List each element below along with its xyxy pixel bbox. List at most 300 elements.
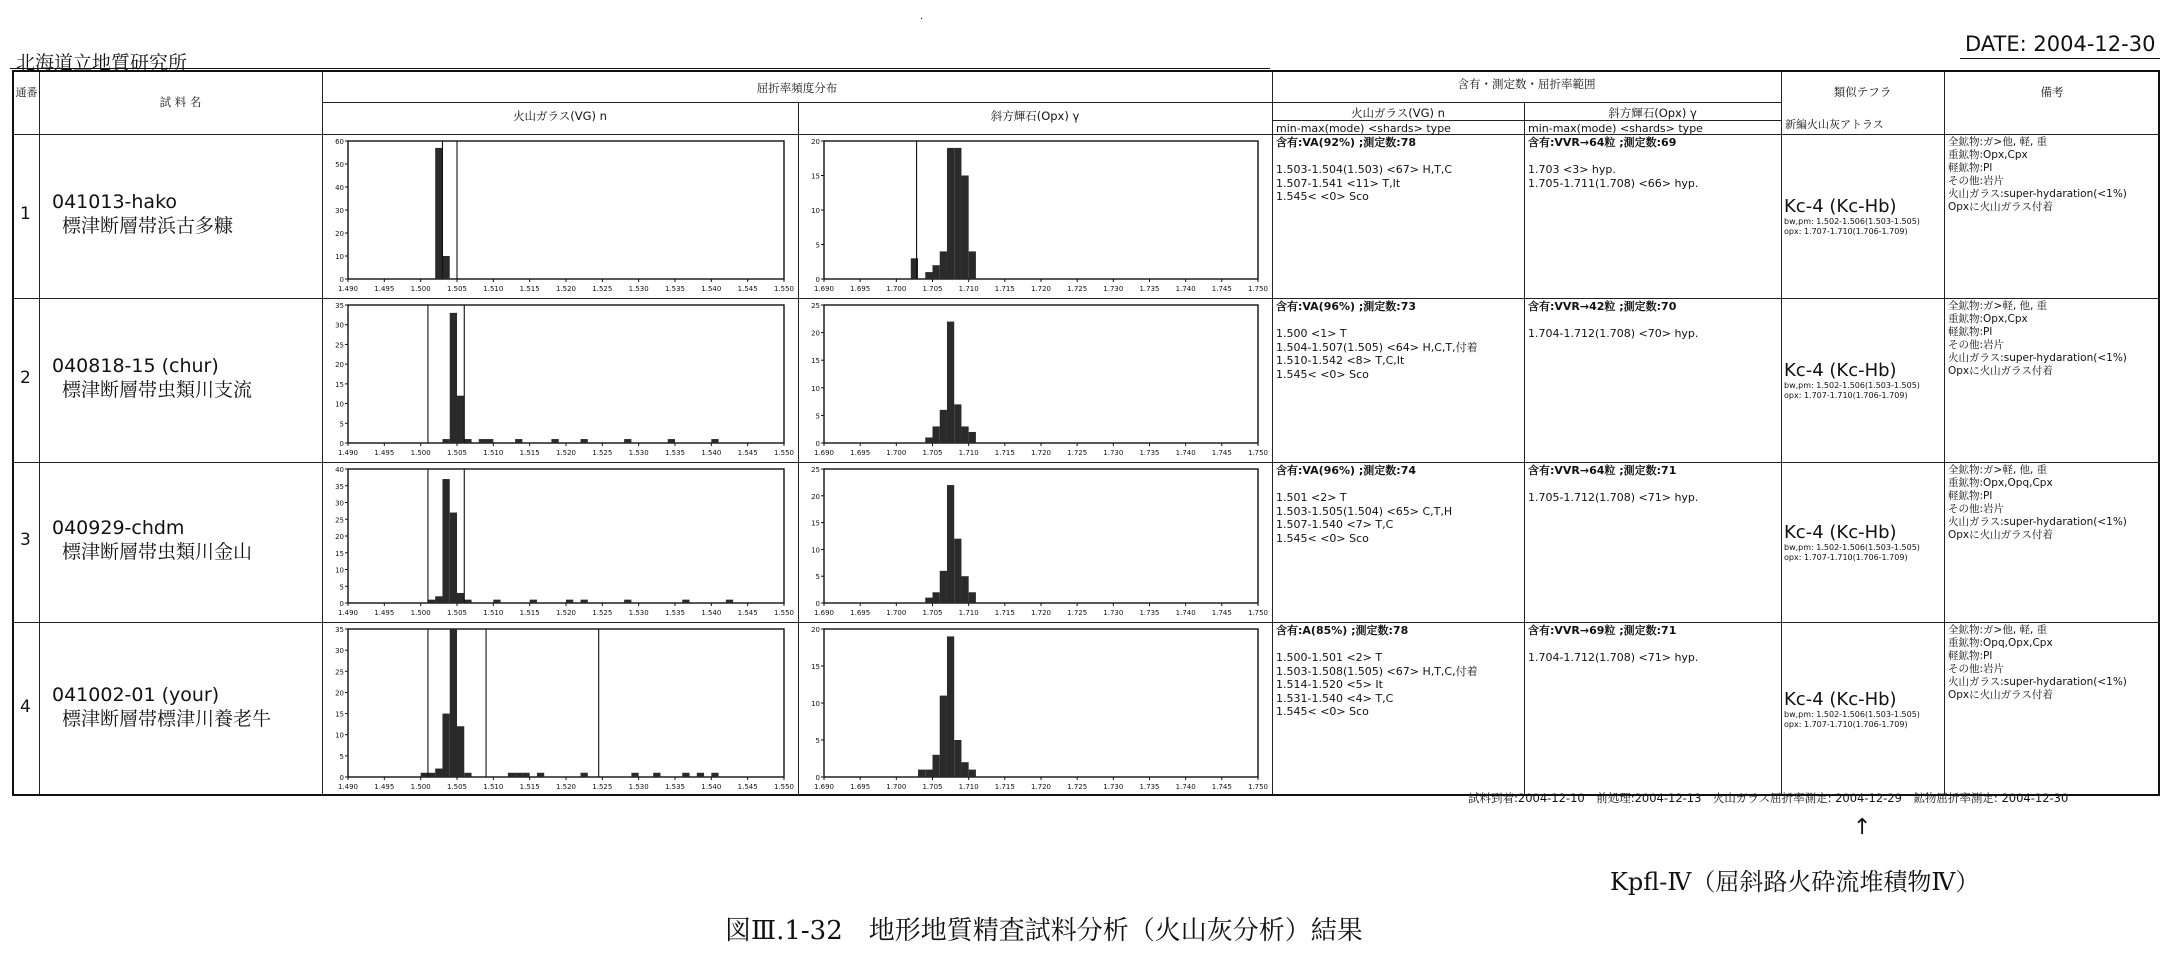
opx-measurement-text <box>1528 464 1698 505</box>
y-tick-label: 5 <box>815 573 820 582</box>
x-tick-label: 1.735 <box>1139 783 1160 791</box>
plot-frame <box>824 141 1258 279</box>
x-tick-label: 1.690 <box>813 285 835 293</box>
x-tick-label: 1.710 <box>958 783 979 791</box>
sample-location: 標津断層帯虫類川金山 <box>62 541 253 563</box>
vg-content-summary: 含有:VA(96%) ;測定数:74 <box>1276 464 1416 477</box>
row-divider <box>14 134 2160 135</box>
histogram-bar <box>421 773 428 777</box>
histogram-bar <box>450 629 457 777</box>
histogram-bar <box>457 396 464 443</box>
vg-content-summary: 含有:VA(96%) ;測定数:73 <box>1276 300 1416 313</box>
histogram-bar <box>961 762 968 777</box>
x-tick-label: 1.545 <box>737 285 758 293</box>
histogram-bar <box>969 251 976 279</box>
y-tick-label: 15 <box>335 549 344 558</box>
y-tick-label: 20 <box>811 138 820 146</box>
opx-refraction-histogram <box>802 465 1268 619</box>
y-tick-label: 10 <box>811 207 820 215</box>
x-tick-label: 1.535 <box>664 609 686 617</box>
row-number: 3 <box>20 530 31 550</box>
col-header-opx2: 斜方輝石(Opx) γ <box>1608 106 1697 120</box>
x-tick-label: 1.715 <box>994 285 1015 293</box>
x-tick-label: 1.730 <box>1103 783 1124 791</box>
y-tick-label: 50 <box>335 161 344 169</box>
opx-content-summary: 含有:VVR→64粒 ;測定数:69 <box>1528 136 1677 149</box>
vg-range-line <box>1276 314 1478 328</box>
scan-speck: · <box>920 14 924 25</box>
x-tick-label: 1.745 <box>1211 609 1232 617</box>
similar-tephra-name: Kc-4 (Kc-Hb) <box>1784 522 1897 543</box>
remark-line: 火山ガラス:super-hydaration(<1%) <box>1948 516 2127 528</box>
histogram-bar <box>566 600 573 603</box>
y-tick-label: 5 <box>815 737 820 745</box>
y-tick-label: 30 <box>335 321 344 330</box>
date-rule <box>1960 58 2160 59</box>
similar-tephra <box>1784 522 1920 563</box>
similar-tephra-range: bw,pm: 1.502-1.506(1.503-1.505) <box>1784 381 1920 390</box>
histogram-bar <box>464 600 471 603</box>
x-tick-label: 1.720 <box>1030 285 1052 293</box>
x-tick-label: 1.690 <box>813 609 835 617</box>
opx-measurement-text <box>1528 624 1698 665</box>
organization-name: 北海道立地質研究所 <box>16 52 188 74</box>
vg-range-line: 1.503-1.505(1.504) <65> C,T,H <box>1276 504 1453 518</box>
x-tick-label: 1.510 <box>483 783 504 791</box>
plot-frame <box>348 629 784 777</box>
vg-range-line: 1.531-1.540 <4> T,C <box>1276 691 1394 705</box>
remark-line: Opxに火山ガラス付着 <box>1948 689 2053 701</box>
y-tick-label: 25 <box>335 516 344 525</box>
x-tick-label: 1.525 <box>592 609 613 617</box>
vg-measurement-text <box>1276 464 1452 545</box>
sample-id: 041002-01 (your) <box>52 684 220 706</box>
vg-range-line: 1.507-1.540 <7> T,C <box>1276 518 1394 531</box>
x-tick-label: 1.735 <box>1139 285 1160 293</box>
x-tick-label: 1.720 <box>1030 449 1052 457</box>
x-tick-label: 1.540 <box>701 783 722 791</box>
x-tick-label: 1.550 <box>773 609 794 617</box>
remarks <box>1948 136 2127 214</box>
histogram-bar <box>428 773 435 777</box>
remark-line: その他:岩片 <box>1948 339 2005 351</box>
histogram-bar <box>631 773 638 777</box>
histogram-bar <box>624 439 631 443</box>
similar-tephra-range: bw,pm: 1.502-1.506(1.503-1.505) <box>1784 710 1920 719</box>
vg-refraction-histogram <box>326 137 794 295</box>
x-tick-label: 1.490 <box>337 609 359 617</box>
plot-frame <box>824 629 1258 777</box>
histogram-bar <box>486 439 493 443</box>
histogram-bar <box>925 272 932 279</box>
histogram-bar <box>515 773 522 777</box>
opx-range-line <box>1528 478 1698 492</box>
x-tick-label: 1.720 <box>1030 783 1052 791</box>
col-subheader-minmax: min-max(mode) <shards> type <box>1276 122 1451 135</box>
col-divider <box>798 102 799 794</box>
x-tick-label: 1.540 <box>701 609 722 617</box>
opx-range-line: 1.705-1.711(1.708) <66> hyp. <box>1528 176 1699 190</box>
x-tick-label: 1.700 <box>886 783 907 791</box>
y-tick-label: 0 <box>815 276 820 284</box>
x-tick-label: 1.495 <box>374 783 395 791</box>
vg-range-line: 1.503-1.504(1.503) <67> H,T,C <box>1276 163 1453 176</box>
col-divider <box>1524 102 1525 794</box>
x-tick-label: 1.735 <box>1139 609 1160 617</box>
histogram-bar <box>464 773 471 777</box>
x-tick-label: 1.505 <box>446 449 468 457</box>
histogram-bar <box>925 437 932 443</box>
opx-range-line <box>1528 314 1698 328</box>
histogram-bar <box>918 770 925 777</box>
x-tick-label: 1.725 <box>1067 609 1088 617</box>
similar-tephra-range: opx: 1.707-1.710(1.706-1.709) <box>1784 227 1908 236</box>
histogram-bar <box>537 773 544 777</box>
y-tick-label: 35 <box>335 482 344 491</box>
remark-line: 重鉱物:Opx,Cpx <box>1948 149 2028 161</box>
vg-refraction-histogram <box>326 625 794 793</box>
report-date: DATE: 2004-12-30 <box>1965 32 2156 56</box>
y-tick-label: 20 <box>811 492 820 501</box>
opx-measurement-text <box>1528 300 1698 341</box>
row-divider <box>322 102 1781 103</box>
y-tick-label: 5 <box>339 752 344 761</box>
histogram-bar <box>925 770 932 777</box>
vg-range-line <box>1276 150 1452 164</box>
similar-tephra-range: opx: 1.707-1.710(1.706-1.709) <box>1784 553 1908 562</box>
x-tick-label: 1.530 <box>628 449 649 457</box>
x-tick-label: 1.520 <box>555 449 577 457</box>
remark-line: 火山ガラス:super-hydaration(<1%) <box>1948 352 2127 364</box>
histogram-bar <box>925 598 932 603</box>
plot-frame <box>348 469 784 603</box>
x-tick-label: 1.730 <box>1103 609 1124 617</box>
histogram-bar <box>682 600 689 603</box>
col-header-num: 通番 <box>15 86 38 99</box>
remark-line: 軽鉱物:Pl <box>1948 650 1993 662</box>
x-tick-label: 1.750 <box>1247 449 1268 457</box>
y-tick-label: 5 <box>339 420 344 429</box>
similar-tephra-range: opx: 1.707-1.710(1.706-1.709) <box>1784 391 1908 400</box>
histogram-bar <box>530 600 537 603</box>
y-tick-label: 35 <box>335 626 344 634</box>
y-tick-label: 25 <box>335 668 344 677</box>
histogram-bar <box>522 773 529 777</box>
histogram-bar <box>435 596 442 603</box>
x-tick-label: 1.700 <box>886 609 907 617</box>
processing-dates: 試料到着:2004-12-10 前処理:2004-12-13 火山ガラス屈折率測定: 2004-12-29 鉱物屈折率測定: 2004-12-30 <box>1468 791 2069 805</box>
x-tick-label: 1.550 <box>773 449 794 457</box>
x-tick-label: 1.520 <box>555 285 577 293</box>
similar-tephra-range: bw,pm: 1.502-1.506(1.503-1.505) <box>1784 217 1920 226</box>
x-tick-label: 1.495 <box>374 449 395 457</box>
opx-range-line: 1.704-1.712(1.708) <70> hyp. <box>1528 327 1699 340</box>
remarks <box>1948 464 2127 542</box>
y-tick-label: 15 <box>811 172 820 181</box>
x-tick-label: 1.490 <box>337 449 359 457</box>
plot-frame <box>348 305 784 443</box>
y-tick-label: 10 <box>811 546 820 555</box>
x-tick-label: 1.550 <box>773 285 794 293</box>
x-tick-label: 1.735 <box>1139 449 1160 457</box>
x-tick-label: 1.515 <box>519 285 540 293</box>
vg-range-line: 1.545< <0> Sco <box>1276 531 1369 545</box>
x-tick-label: 1.500 <box>410 609 431 617</box>
vg-content-summary: 含有:VA(92%) ;測定数:78 <box>1276 136 1416 149</box>
col-subheader-atlas: 新編火山灰アトラス <box>1785 118 1884 131</box>
x-tick-label: 1.500 <box>410 285 431 293</box>
x-tick-label: 1.545 <box>737 449 758 457</box>
y-tick-label: 15 <box>335 380 344 389</box>
vg-content-summary: 含有:A(85%) ;測定数:78 <box>1276 624 1409 637</box>
histogram-bar <box>442 714 449 777</box>
histogram-bar <box>428 600 435 603</box>
histogram-bar <box>940 571 947 603</box>
x-tick-label: 1.745 <box>1211 783 1232 791</box>
histogram-bar <box>940 696 947 777</box>
histogram-bar <box>668 439 675 443</box>
col-header-opx: 斜方輝石(Opx) γ <box>990 109 1080 123</box>
figure-caption: 図Ⅲ.1-32 地形地質精査試料分析（火山灰分析）結果 <box>725 916 1363 946</box>
histogram-bar <box>697 773 704 777</box>
histogram-bar <box>947 636 954 777</box>
histogram-bar <box>969 770 976 777</box>
x-tick-label: 1.720 <box>1030 609 1052 617</box>
row-divider <box>14 298 2160 299</box>
opx-refraction-histogram <box>802 625 1268 793</box>
vg-measurement-text <box>1276 136 1452 204</box>
vg-range-line: 1.500 <1> T <box>1276 327 1347 340</box>
x-tick-label: 1.505 <box>446 609 468 617</box>
x-tick-label: 1.725 <box>1067 285 1088 293</box>
y-tick-label: 20 <box>335 361 344 370</box>
y-tick-label: 0 <box>815 440 820 448</box>
vg-range-line: 1.501 <2> T <box>1276 491 1347 504</box>
x-tick-label: 1.490 <box>337 783 359 791</box>
y-tick-label: 5 <box>815 412 820 421</box>
opx-range-line: 1.705-1.712(1.708) <71> hyp. <box>1528 491 1699 504</box>
x-tick-label: 1.710 <box>958 449 979 457</box>
similar-tephra-name: Kc-4 (Kc-Hb) <box>1784 689 1897 710</box>
x-tick-label: 1.525 <box>592 783 613 791</box>
x-tick-label: 1.500 <box>410 783 431 791</box>
x-tick-label: 1.540 <box>701 449 722 457</box>
y-tick-label: 5 <box>815 241 820 250</box>
histogram-bar <box>682 773 689 777</box>
y-tick-label: 10 <box>811 700 820 708</box>
x-tick-label: 1.520 <box>555 609 577 617</box>
opx-refraction-histogram <box>802 301 1268 459</box>
y-tick-label: 25 <box>811 466 820 474</box>
y-tick-label: 60 <box>335 138 344 146</box>
sample-location: 標津断層帯虫類川支流 <box>62 379 253 401</box>
x-tick-label: 1.700 <box>886 285 907 293</box>
opx-refraction-chart <box>802 137 1268 295</box>
sample-location: 標津断層帯浜古多糠 <box>62 215 234 237</box>
x-tick-label: 1.500 <box>410 449 431 457</box>
opx-refraction-chart <box>802 625 1268 793</box>
remark-line: Opxに火山ガラス付着 <box>1948 365 2053 377</box>
opx-refraction-chart <box>802 301 1268 459</box>
opx-range-line: 1.704-1.712(1.708) <71> hyp. <box>1528 651 1699 664</box>
header-rule <box>10 68 1270 69</box>
x-tick-label: 1.750 <box>1247 609 1268 617</box>
x-tick-label: 1.725 <box>1067 449 1088 457</box>
vg-refraction-histogram <box>326 465 794 619</box>
x-tick-label: 1.740 <box>1175 285 1196 293</box>
x-tick-label: 1.710 <box>958 609 979 617</box>
x-tick-label: 1.730 <box>1103 285 1124 293</box>
x-tick-label: 1.545 <box>737 783 758 791</box>
histogram-bar <box>933 265 940 279</box>
histogram-bar <box>954 148 961 279</box>
row-number: 1 <box>20 204 31 224</box>
remarks <box>1948 300 2127 378</box>
remark-line: 全鉱物:ガ>軽, 他, 重 <box>1948 464 2048 476</box>
y-tick-label: 30 <box>335 207 344 215</box>
x-tick-label: 1.745 <box>1211 285 1232 293</box>
y-tick-label: 10 <box>335 566 344 575</box>
x-tick-label: 1.535 <box>664 783 686 791</box>
histogram-bar <box>435 148 442 279</box>
y-tick-label: 30 <box>335 499 344 508</box>
x-tick-label: 1.545 <box>737 609 758 617</box>
histogram-bar <box>435 769 442 777</box>
histogram-bar <box>726 600 733 603</box>
x-tick-label: 1.515 <box>519 449 540 457</box>
col-divider <box>322 72 323 794</box>
x-tick-label: 1.520 <box>555 783 577 791</box>
histogram-bar <box>551 439 558 443</box>
histogram-bar <box>493 600 500 603</box>
y-tick-label: 25 <box>335 341 344 350</box>
histogram-bar <box>450 313 457 443</box>
sample-location: 標津断層帯標津川養老牛 <box>62 708 272 730</box>
x-tick-label: 1.490 <box>337 285 359 293</box>
plot-frame <box>824 469 1258 603</box>
remark-line: 軽鉱物:Pl <box>1948 162 1993 174</box>
histogram-bar <box>940 410 947 443</box>
col-divider <box>1944 72 1945 794</box>
histogram-bar <box>933 592 940 603</box>
opx-content-summary: 含有:VVR→42粒 ;測定数:70 <box>1528 300 1677 313</box>
y-tick-label: 15 <box>811 519 820 528</box>
similar-tephra-range: opx: 1.707-1.710(1.706-1.709) <box>1784 720 1908 729</box>
histogram-bar <box>450 513 457 603</box>
x-tick-label: 1.750 <box>1247 783 1268 791</box>
y-tick-label: 0 <box>815 774 820 782</box>
x-tick-label: 1.700 <box>886 449 907 457</box>
remark-line: 重鉱物:Opq,Opx,Cpx <box>1948 637 2053 649</box>
vg-range-line: 1.545< <0> Sco <box>1276 705 1369 718</box>
y-tick-label: 15 <box>811 663 820 671</box>
histogram-bar <box>711 773 718 777</box>
vg-refraction-chart <box>326 301 794 459</box>
x-tick-label: 1.715 <box>994 609 1015 617</box>
y-tick-label: 20 <box>335 689 344 698</box>
histogram-bar <box>961 426 968 443</box>
similar-tephra <box>1784 689 1920 730</box>
y-tick-label: 20 <box>335 230 344 238</box>
histogram-bar <box>515 439 522 443</box>
vg-refraction-chart <box>326 465 794 619</box>
handwritten-annotation: Kpfl-Ⅳ（屈斜路火砕流堆積物Ⅳ） <box>1610 868 1980 896</box>
col-header-sample: 試 料 名 <box>159 95 202 109</box>
col-header-content: 含有・測定数・屈折率範囲 <box>1457 77 1596 91</box>
opx-range-line: 1.703 <3> hyp. <box>1528 163 1616 176</box>
similar-tephra-name: Kc-4 (Kc-Hb) <box>1784 360 1897 381</box>
x-tick-label: 1.510 <box>483 609 504 617</box>
vg-range-line <box>1276 478 1452 492</box>
opx-measurement-text <box>1528 136 1698 190</box>
y-tick-label: 15 <box>335 710 344 719</box>
x-tick-label: 1.535 <box>664 285 686 293</box>
vg-refraction-chart <box>326 625 794 793</box>
similar-tephra-range: bw,pm: 1.502-1.506(1.503-1.505) <box>1784 543 1920 552</box>
x-tick-label: 1.535 <box>664 449 686 457</box>
x-tick-label: 1.695 <box>850 449 871 457</box>
opx-range-line <box>1528 638 1698 652</box>
vg-range-line: 1.504-1.507(1.505) <64> H,C,T,付着 <box>1276 340 1478 354</box>
y-tick-label: 0 <box>339 600 344 608</box>
remark-line: 全鉱物:ガ>他, 軽, 重 <box>1948 136 2048 148</box>
histogram-bar <box>954 539 961 603</box>
remark-line: 軽鉱物:Pl <box>1948 326 1993 338</box>
x-tick-label: 1.525 <box>592 449 613 457</box>
y-tick-label: 40 <box>335 466 344 474</box>
x-tick-label: 1.550 <box>773 783 794 791</box>
y-tick-label: 10 <box>335 400 344 409</box>
x-tick-label: 1.705 <box>922 609 943 617</box>
col-header-refr-dist: 屈折率頻度分布 <box>756 81 838 95</box>
x-tick-label: 1.530 <box>628 285 649 293</box>
x-tick-label: 1.740 <box>1175 783 1196 791</box>
x-tick-label: 1.695 <box>850 285 871 293</box>
histogram-bar <box>581 600 588 603</box>
histogram-bar <box>940 251 947 279</box>
remark-line: 火山ガラス:super-hydaration(<1%) <box>1948 676 2127 688</box>
x-tick-label: 1.690 <box>813 449 835 457</box>
remark-line: その他:岩片 <box>1948 175 2005 187</box>
x-tick-label: 1.525 <box>592 285 613 293</box>
y-tick-label: 0 <box>339 774 344 782</box>
histogram-bar <box>933 755 940 777</box>
col-header-vg: 火山ガラス(VG) n <box>513 109 607 123</box>
opx-content-summary: 含有:VVR→69粒 ;測定数:71 <box>1528 624 1677 637</box>
y-tick-label: 10 <box>335 253 344 261</box>
y-tick-label: 5 <box>339 583 344 592</box>
remarks <box>1948 624 2127 702</box>
histogram-bar <box>961 176 968 280</box>
histogram-bar <box>954 404 961 443</box>
histogram-bar <box>581 773 588 777</box>
results-table <box>12 70 2160 796</box>
x-tick-label: 1.715 <box>994 783 1015 791</box>
histogram-bar <box>933 426 940 443</box>
col-header-remarks: 備考 <box>2040 85 2064 99</box>
plot-frame <box>824 305 1258 443</box>
histogram-bar <box>479 439 486 443</box>
x-tick-label: 1.725 <box>1067 783 1088 791</box>
col-divider <box>1781 72 1782 794</box>
sample-id: 040929-chdm <box>52 517 185 539</box>
vg-refraction-chart <box>326 137 794 295</box>
col-subheader-minmax: min-max(mode) <shards> type <box>1528 122 1703 135</box>
y-tick-label: 10 <box>335 731 344 740</box>
x-tick-label: 1.510 <box>483 285 504 293</box>
x-tick-label: 1.505 <box>446 285 468 293</box>
x-tick-label: 1.530 <box>628 609 649 617</box>
